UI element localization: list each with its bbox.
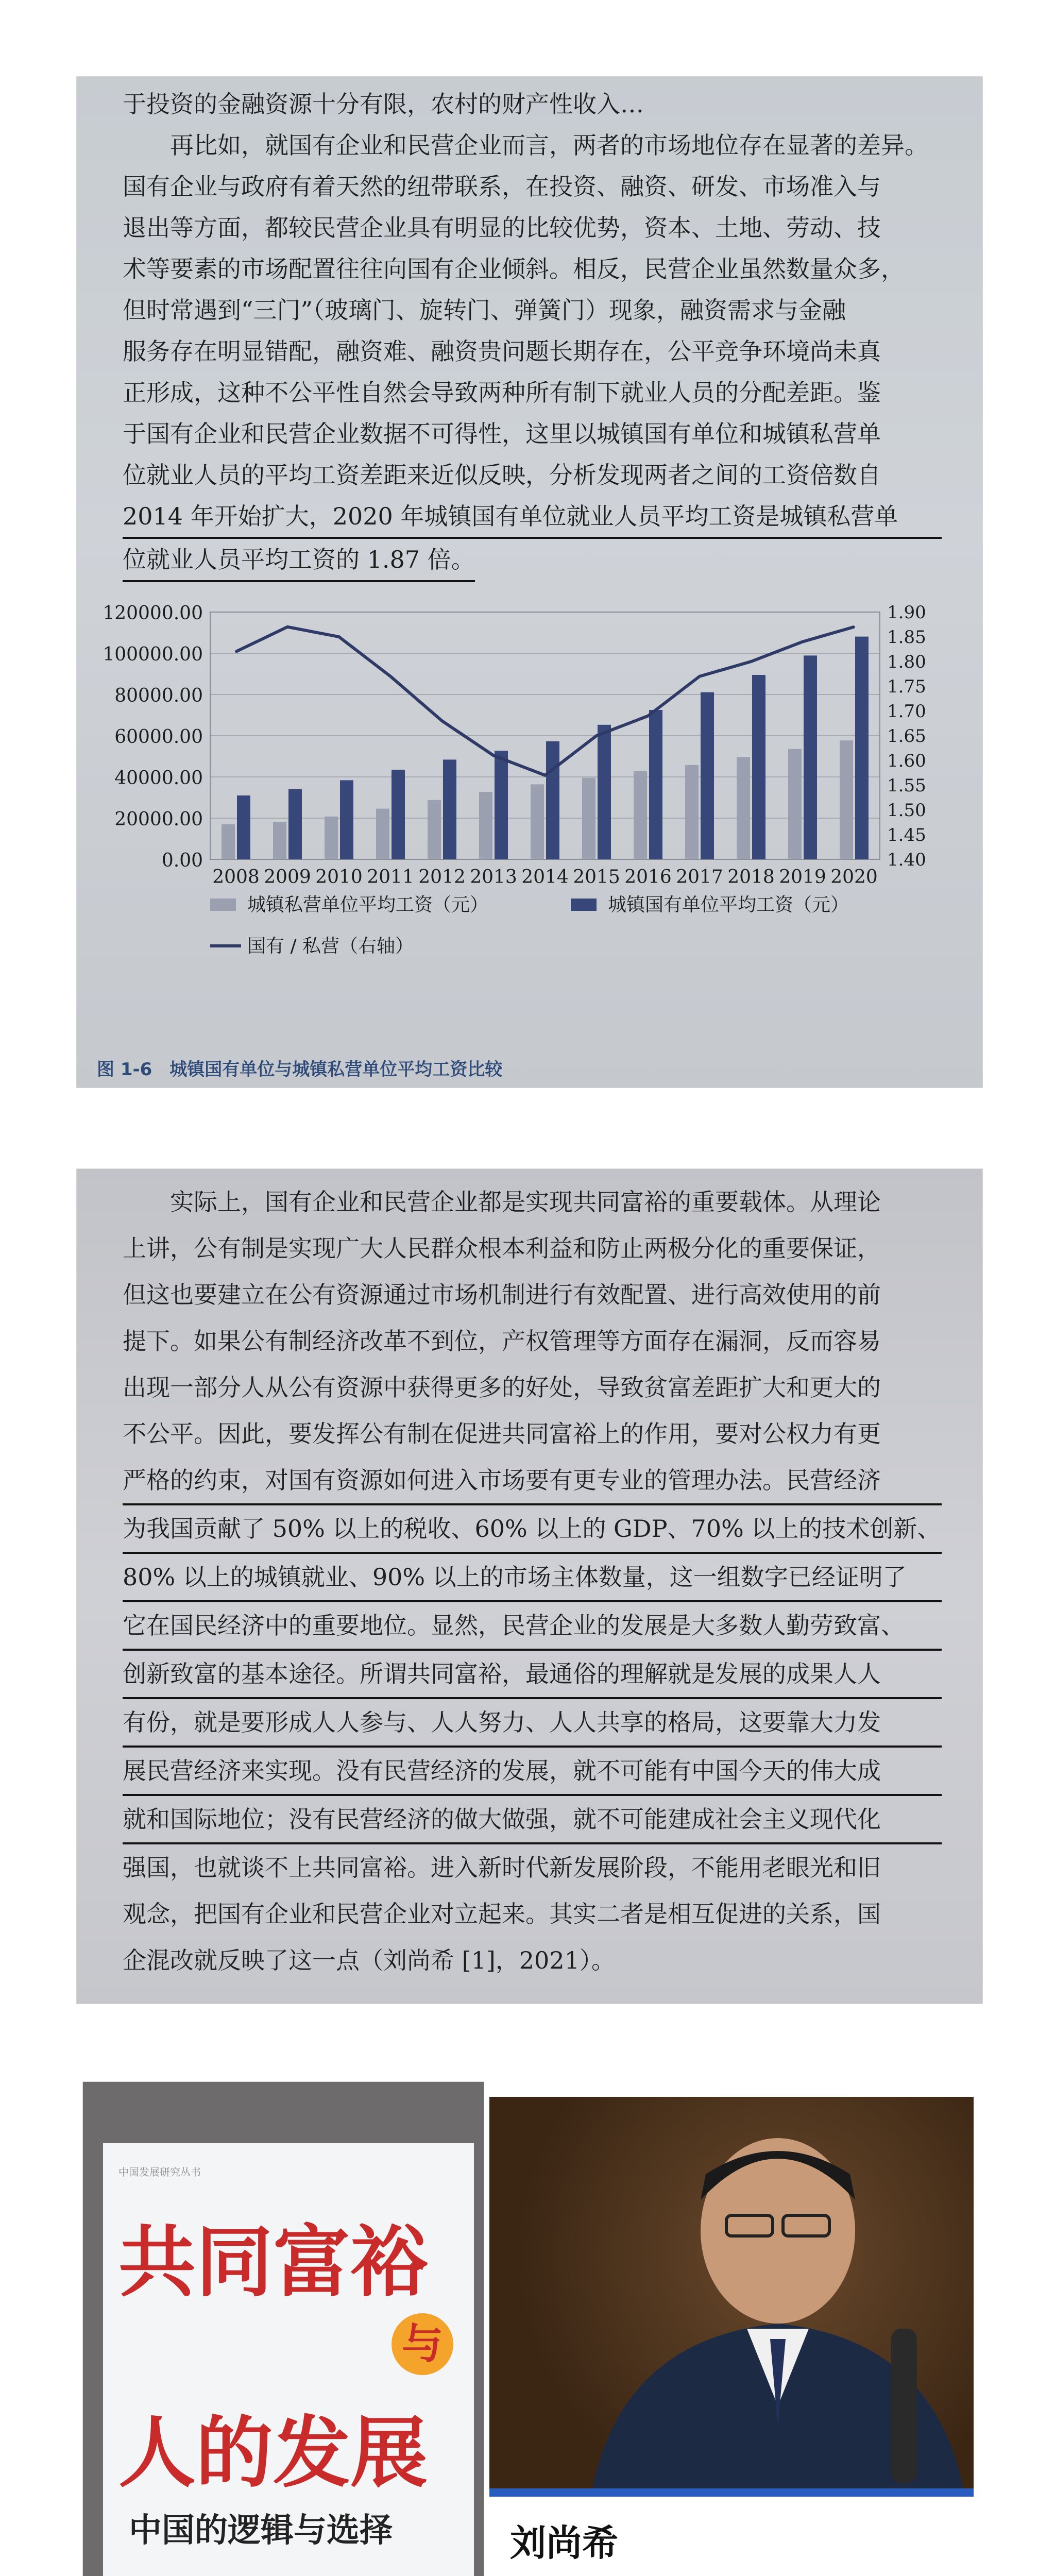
x-tick-label: 2013 bbox=[470, 867, 517, 888]
profile-card bbox=[489, 2097, 974, 2576]
underlined-text-line: 展民营经济来实现。没有民营经济的发展，就不可能有中国今天的伟大成 bbox=[123, 1748, 942, 1796]
person-silhouette-icon bbox=[489, 2097, 974, 2488]
text-line: 于投资的金融资源十分有限，农村的财产性收入… bbox=[123, 90, 644, 118]
x-tick-label: 2020 bbox=[830, 867, 878, 888]
person-name: 刘尚希 bbox=[510, 2522, 618, 2564]
text-line: 于国有企业和民营企业数据不可得性，这里以城镇国有单位和城镇私营单 bbox=[123, 420, 881, 448]
y-tick-label: 80000.00 bbox=[114, 685, 203, 706]
chart-bars bbox=[222, 637, 869, 859]
bar-state-2009 bbox=[288, 789, 302, 859]
y2-tick-label: 1.70 bbox=[887, 701, 926, 722]
chart-y-axis bbox=[103, 603, 203, 871]
page2-paragraph bbox=[123, 1179, 942, 1984]
ratio-point-2008 bbox=[235, 651, 237, 653]
book-series-label: 中国发展研究丛书 bbox=[118, 2166, 201, 2178]
ratio-point-2015 bbox=[595, 735, 598, 737]
bar-state-2013 bbox=[495, 751, 508, 859]
y2-tick-label: 1.55 bbox=[887, 775, 926, 796]
text-line: 服务存在明显错配，融资难、融资贵问题长期存在，公平竞争环境尚未真 bbox=[123, 337, 881, 365]
ratio-point-2011 bbox=[389, 675, 392, 677]
book-title-connector: 与 bbox=[392, 2313, 453, 2375]
bar-private-2020 bbox=[840, 740, 853, 859]
book-cover-photo bbox=[82, 2081, 484, 2576]
ratio-point-2018 bbox=[750, 660, 752, 663]
bar-state-2014 bbox=[546, 741, 559, 859]
underlined-text-line: 2014 年开始扩大，2020 年城镇国有单位就业人员平均工资是城镇私营单 bbox=[123, 496, 942, 539]
underlined-text-line: 严格的约束，对国有资源如何进入市场要有更专业的管理办法。民营经济 bbox=[123, 1457, 942, 1505]
text-line: 再比如，就国有企业和民营企业而言，两者的市场地位存在显著的差异。 bbox=[170, 131, 928, 159]
x-tick-label: 2012 bbox=[418, 867, 466, 888]
y-tick-label: 0.00 bbox=[161, 850, 203, 871]
text-line: 强国，也就谈不上共同富裕。进入新时代新发展阶段，不能用老眼光和旧 bbox=[123, 1854, 881, 1882]
text-line: 实际上，国有企业和民营企业都是实现共同富裕的重要载体。从理论 bbox=[170, 1188, 881, 1216]
underlined-text-line: 它在国民经济中的重要地位。显然，民营企业的发展是大多数人勤劳致富、 bbox=[123, 1602, 942, 1651]
legend-label: 国有 / 私营（右轴） bbox=[247, 936, 414, 957]
bar-state-2011 bbox=[392, 770, 405, 859]
underlined-text-line: 有份，就是要形成人人参与、人人努力、人人共享的格局，这要靠大力发 bbox=[123, 1699, 942, 1748]
ratio-point-2016 bbox=[647, 715, 649, 717]
y-tick-label: 120000.00 bbox=[103, 603, 203, 624]
x-tick-label: 2014 bbox=[521, 867, 569, 888]
bar-state-2016 bbox=[649, 710, 662, 859]
chart-legend bbox=[210, 894, 849, 957]
bar-state-2010 bbox=[340, 780, 353, 859]
legend-label: 城镇私营单位平均工资（元） bbox=[247, 894, 489, 916]
text-line: 企混改就反映了这一点（刘尚希 [1]，2021）。 bbox=[123, 1946, 615, 1974]
underlined-text-line: 就和国际地位；没有民营经济的做大做强，就不可能建成社会主义现代化 bbox=[123, 1796, 942, 1844]
bar-state-2019 bbox=[804, 655, 817, 859]
ratio-point-2010 bbox=[338, 636, 340, 638]
bar-private-2017 bbox=[685, 765, 699, 859]
bar-private-2012 bbox=[428, 800, 441, 859]
figure-caption: 图 1-6 城镇国有单位与城镇私营单位平均工资比较 bbox=[97, 1059, 503, 1080]
y2-tick-label: 1.80 bbox=[887, 652, 926, 672]
book-title-line2: 人的发展 bbox=[118, 2409, 428, 2498]
ratio-point-2012 bbox=[441, 720, 443, 722]
bar-state-2008 bbox=[237, 795, 250, 859]
y2-tick-label: 1.45 bbox=[887, 825, 926, 845]
text-line: 但时常遇到“三门”（玻璃门、旋转门、弹簧门）现象，融资需求与金融 bbox=[123, 296, 846, 324]
chart-x-axis bbox=[212, 867, 878, 888]
chart-y2-axis bbox=[887, 602, 926, 870]
underlined-text-line: 80% 以上的城镇就业、90% 以上的市场主体数量，这一组数字已经证明了 bbox=[123, 1554, 942, 1602]
bar-private-2013 bbox=[479, 792, 492, 859]
page1-paragraph bbox=[123, 83, 942, 582]
ratio-point-2009 bbox=[286, 626, 288, 628]
legend-label: 城镇国有单位平均工资（元） bbox=[608, 894, 849, 916]
bar-state-2015 bbox=[598, 725, 611, 859]
x-tick-label: 2015 bbox=[573, 867, 620, 888]
ratio-point-2019 bbox=[802, 641, 804, 643]
bar-private-2014 bbox=[531, 784, 544, 859]
bar-private-2010 bbox=[325, 817, 338, 859]
bar-private-2008 bbox=[222, 824, 235, 859]
y2-tick-label: 1.85 bbox=[887, 627, 926, 648]
book-subtitle: 中国的逻辑与选择 bbox=[129, 2512, 393, 2550]
bar-state-2017 bbox=[701, 692, 714, 859]
wage-comparison-chart bbox=[76, 591, 983, 1045]
bar-private-2016 bbox=[634, 771, 647, 859]
bar-private-2015 bbox=[582, 778, 595, 859]
text-line: 位就业人员的平均工资差距来近似反映，分析发现两者之间的工资倍数自 bbox=[123, 461, 881, 489]
bar-private-2009 bbox=[273, 822, 286, 859]
bar-state-2020 bbox=[855, 637, 869, 859]
person-role bbox=[510, 2571, 906, 2576]
bar-state-2012 bbox=[443, 759, 456, 859]
x-tick-label: 2017 bbox=[676, 867, 723, 888]
ratio-point-2014 bbox=[544, 774, 546, 776]
x-tick-label: 2019 bbox=[779, 867, 826, 888]
y2-tick-label: 1.50 bbox=[887, 800, 926, 821]
underlined-text-line: 创新致富的基本途径。所谓共同富裕，最通俗的理解就是发展的成果人人 bbox=[123, 1651, 942, 1699]
x-tick-label: 2008 bbox=[212, 867, 260, 888]
x-tick-label: 2011 bbox=[367, 867, 414, 888]
bar-private-2019 bbox=[788, 749, 802, 859]
x-tick-label: 2010 bbox=[315, 867, 363, 888]
ratio-point-2013 bbox=[492, 754, 495, 756]
book-page-photo-1 bbox=[76, 76, 983, 1088]
text-line: 上讲，公有制是实现广大人民群众根本利益和防止两极分化的重要保证， bbox=[123, 1234, 881, 1262]
text-line: 不公平。因此，要发挥公有制在促进共同富裕上的作用，要对公权力有更 bbox=[123, 1420, 881, 1448]
y2-tick-label: 1.60 bbox=[887, 751, 926, 771]
x-tick-label: 2009 bbox=[264, 867, 311, 888]
bar-private-2011 bbox=[376, 809, 389, 859]
book-title-line1: 共同富裕 bbox=[118, 2218, 428, 2308]
y2-tick-label: 1.75 bbox=[887, 676, 926, 697]
ratio-point-2020 bbox=[853, 626, 855, 628]
text-line: 退出等方面，都较民营企业具有明显的比较优势，资本、土地、劳动、技 bbox=[123, 214, 881, 242]
text-line: 国有企业与政府有着天然的纽带联系，在投资、融资、研发、市场准入与 bbox=[123, 173, 881, 200]
legend-swatch bbox=[571, 899, 597, 911]
portrait-photo bbox=[489, 2097, 974, 2488]
text-line: 出现一部分人从公有资源中获得更多的好处，导致贫富差距扩大和更大的 bbox=[123, 1374, 881, 1401]
bar-private-2018 bbox=[737, 757, 750, 859]
y-tick-label: 20000.00 bbox=[114, 809, 203, 830]
book-cover bbox=[103, 2143, 474, 2576]
book-page-photo-2 bbox=[76, 1168, 983, 2004]
accent-bar bbox=[489, 2488, 974, 2497]
bar-state-2018 bbox=[752, 675, 765, 859]
ratio-point-2017 bbox=[699, 675, 701, 677]
y-tick-label: 60000.00 bbox=[114, 726, 203, 748]
y2-tick-label: 1.65 bbox=[887, 726, 926, 747]
y2-tick-label: 1.40 bbox=[887, 850, 926, 870]
y-tick-label: 100000.00 bbox=[103, 644, 203, 665]
legend-swatch bbox=[210, 899, 236, 911]
x-tick-label: 2018 bbox=[727, 867, 775, 888]
text-line: 正形成，这种不公平性自然会导致两种所有制下就业人员的分配差距。鉴 bbox=[123, 379, 881, 406]
x-tick-label: 2016 bbox=[624, 867, 672, 888]
text-line: 但这也要建立在公有资源通过市场机制进行有效配置、进行高效使用的前 bbox=[123, 1281, 881, 1309]
underlined-text-line: 位就业人员平均工资的 1.87 倍。 bbox=[123, 539, 475, 582]
text-line: 提下。如果公有制经济改革不到位，产权管理等方面存在漏洞，反而容易 bbox=[123, 1327, 881, 1355]
text-line: 观念，把国有企业和民营企业对立起来。其实二者是相互促进的关系，国 bbox=[123, 1900, 881, 1928]
y-tick-label: 40000.00 bbox=[114, 768, 203, 789]
y2-tick-label: 1.90 bbox=[887, 602, 926, 623]
text-line: 术等要素的市场配置往往向国有企业倾斜。相反，民营企业虽然数量众多， bbox=[123, 255, 905, 283]
underlined-text-line: 为我国贡献了 50% 以上的税收、60% 以上的 GDP、70% 以上的技术创新、 bbox=[123, 1505, 942, 1554]
